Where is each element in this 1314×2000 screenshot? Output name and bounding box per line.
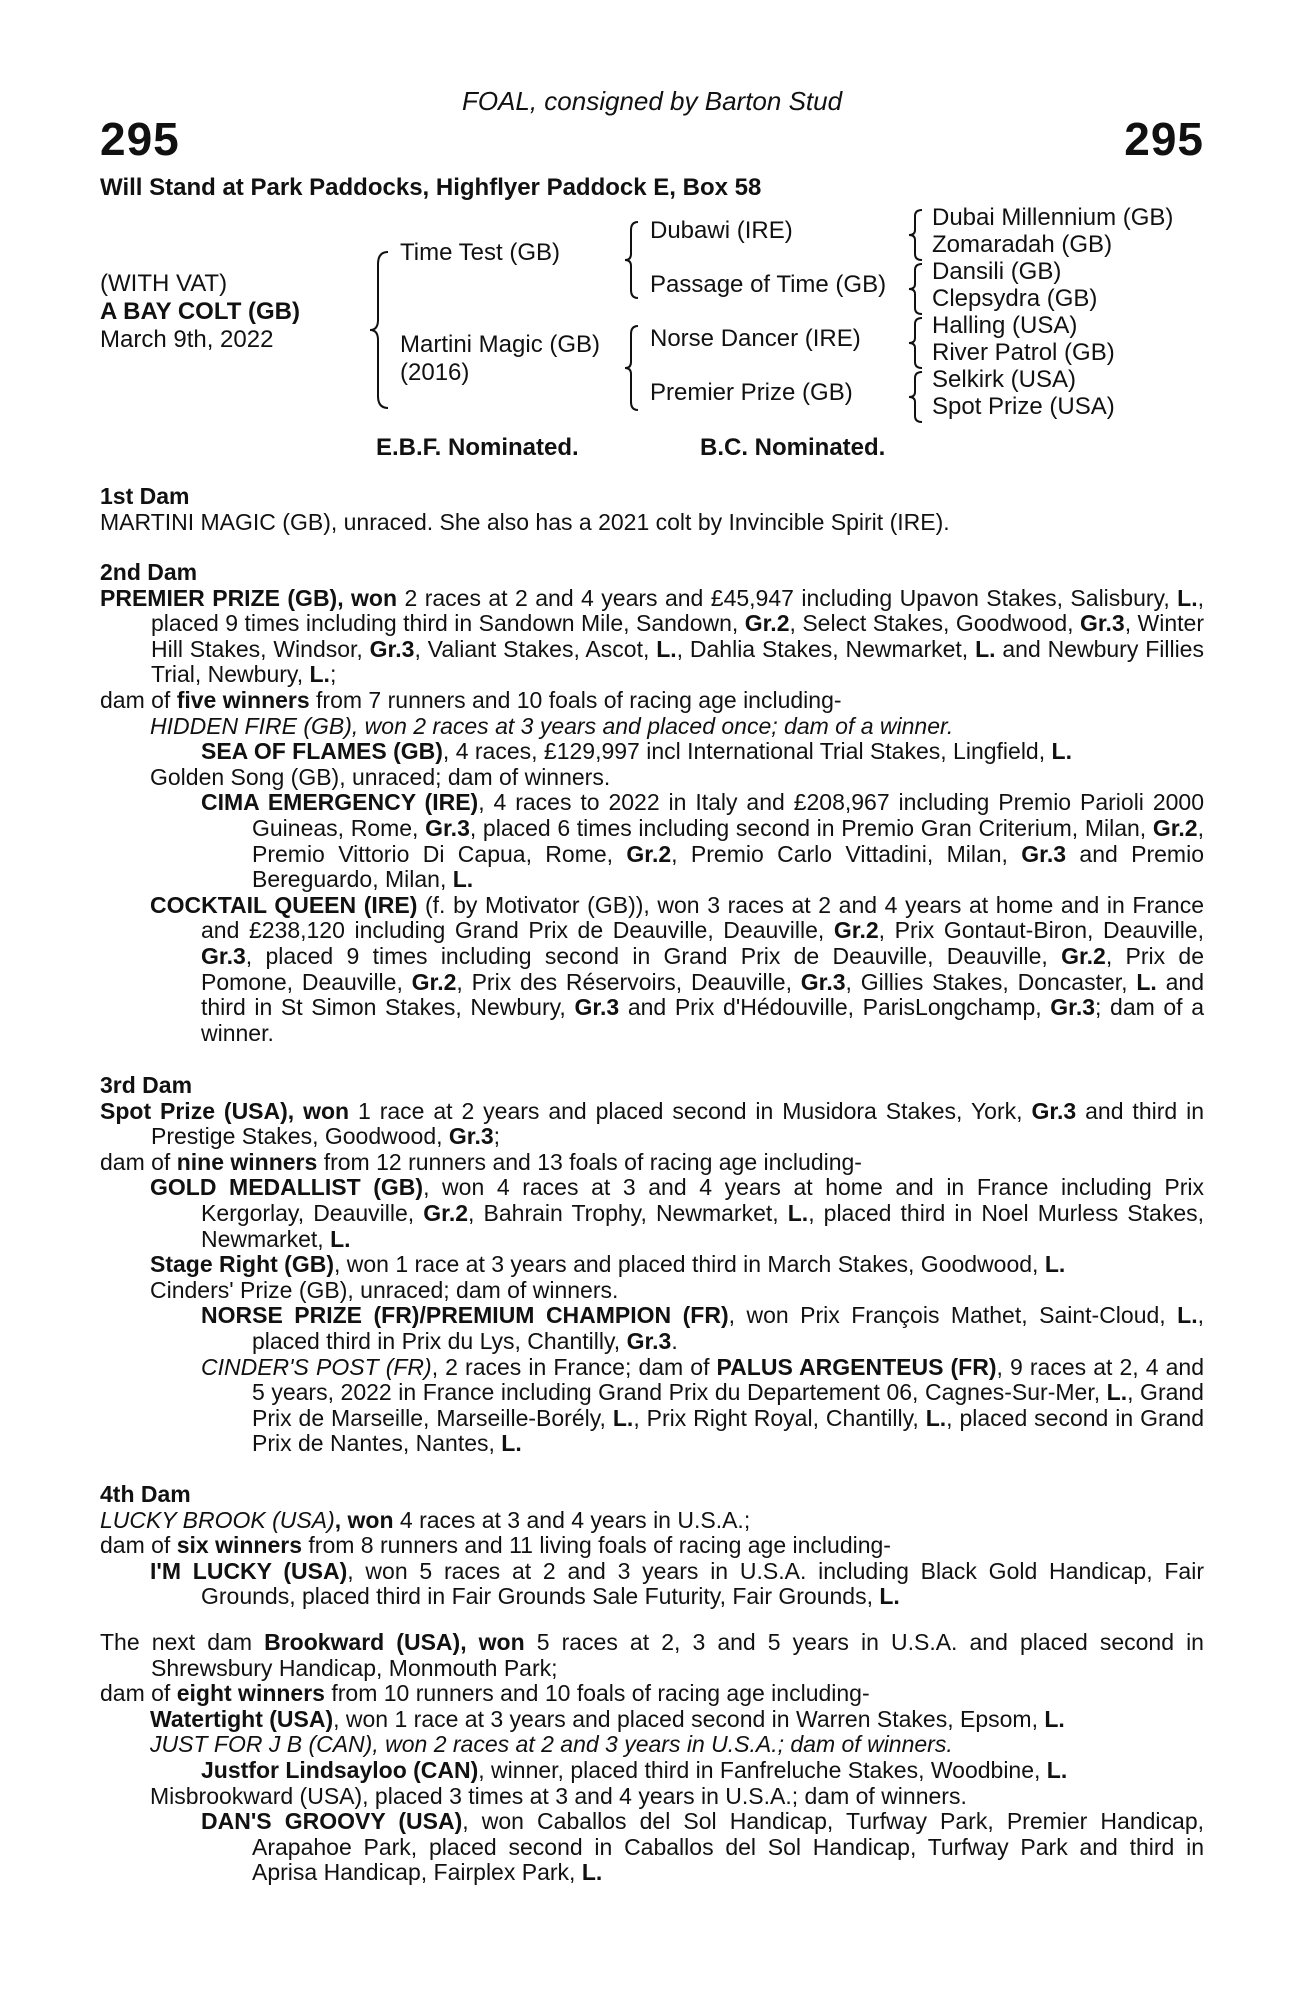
list-item: NORSE PRIZE (FR)/PREMIUM CHAMPION (FR), won Prix François Mathet, Saint-Cloud, L., placed third in Prix du Lys, Chantilly, Gr.3. bbox=[201, 1302, 1205, 1354]
fourth-dam-produce-summary: dam of six winners from 8 runners and 11 living foals of racing age including- bbox=[100, 1532, 891, 1559]
gg-1: Dubai Millennium (GB) bbox=[932, 204, 1174, 231]
gg-3: Dansili (GB) bbox=[932, 258, 1062, 285]
list-item: GOLD MEDALLIST (GB), won 4 races at 3 and 4 years at home and in France including Prix Kergorlay, Deauville, Gr.2, Bahrain Trophy, Newmarket, L., placed third in Noel Murless Stakes, Newmarket, L. bbox=[150, 1174, 1204, 1252]
fourth-dam-record: LUCKY BROOK (USA), won 4 races at 3 and 4 years in U.S.A.; bbox=[100, 1506, 751, 1533]
dam-dam: Premier Prize (GB) bbox=[650, 379, 853, 406]
third-dam-record: Spot Prize (USA), won 1 race at 2 years and placed second in Musidora Stakes, York, Gr.3 and third in Prestige Stakes, Goodwood, Gr.3; bbox=[100, 1097, 1204, 1150]
brace-g34 bbox=[906, 262, 926, 316]
lot-number-left: 295 bbox=[100, 113, 180, 165]
stand-location: Will Stand at Park Paddocks, Highflyer Paddock E, Box 58 bbox=[100, 174, 762, 201]
brace-dam bbox=[622, 324, 642, 412]
list-item: I'M LUCKY (USA), won 5 races at 2 and 3 years in U.S.A. including Black Gold Handicap, Fair Grounds, placed third in Fair Grounds Sale Futurity, Fair Grounds, L. bbox=[150, 1557, 1204, 1610]
gg-8: Spot Prize (USA) bbox=[932, 393, 1115, 420]
dam-year: (2016) bbox=[400, 359, 470, 386]
list-item: JUST FOR J B (CAN), won 2 races at 2 and 3 years in U.S.A.; dam of winners. bbox=[150, 1731, 953, 1758]
next-dam-section bbox=[100, 1630, 1204, 1886]
second-dam-record: PREMIER PRIZE (GB), won 2 races at 2 and 4 years and £45,947 including Upavon Stakes, Salisbury, L., placed 9 times including third in Sandown Mile, Sandown, Gr.2, Select Stakes, Goodwood, Gr.3, Winter Hill Stakes, Windsor, Gr.3, Valiant Stakes, Ascot, L., Dahlia Stakes, Newmarket, L. and Newbury Fillies Trial, Newbury, L.; bbox=[100, 584, 1205, 688]
brace-sire bbox=[622, 220, 642, 300]
list-item: Justfor Lindsayloo (CAN), winner, placed third in Fanfreluche Stakes, Woodbine, L. bbox=[201, 1756, 1068, 1783]
gg-2: Zomaradah (GB) bbox=[932, 231, 1113, 258]
list-item: COCKTAIL QUEEN (IRE) (f. by Motivator (GB)), won 3 races at 2 and 4 years at home and in France and £238,120 including Grand Prix de Deauville, Deauville, Gr.2, Prix Gontaut-Biron, Deauville, Gr.3, placed 9 times including second in Grand Prix de Deauville, Deauville, Gr.2, Prix de Pomone, Deauville, Gr.2, Prix des Réservoirs, Deauville, Gr.3, Gillies Stakes, Doncaster, L. and third in St Simon Stakes, Newbury, Gr.3 and Prix d'Hédouville, ParisLongchamp, Gr.3; dam of a winner. bbox=[150, 891, 1204, 1046]
section-heading: 3rd Dam bbox=[100, 1072, 193, 1098]
gg-7: Selkirk (USA) bbox=[932, 366, 1077, 393]
sire: Time Test (GB) bbox=[400, 239, 561, 266]
vat-note: (WITH VAT) bbox=[100, 270, 228, 297]
first-dam-section bbox=[100, 484, 1204, 535]
list-item: Watertight (USA), won 1 race at 3 years and placed second in Warren Stakes, Epsom, L. bbox=[150, 1705, 1065, 1732]
list-item: Misbrookward (USA), placed 3 times at 3 and 4 years in U.S.A.; dam of winners. bbox=[150, 1782, 967, 1809]
list-item: Cinders' Prize (GB), unraced; dam of winners. bbox=[150, 1276, 619, 1303]
second-dam-section bbox=[100, 560, 1204, 1046]
fourth-dam-section bbox=[100, 1482, 1204, 1610]
section-heading: 4th Dam bbox=[100, 1481, 191, 1507]
second-dam-produce-summary: dam of five winners from 7 runners and 10 foals of racing age including- bbox=[100, 686, 842, 713]
brace-g78 bbox=[906, 370, 926, 424]
gg-5: Halling (USA) bbox=[932, 312, 1078, 339]
list-item: DAN'S GROOVY (USA), won Caballos del Sol Handicap, Turfway Park, Premier Handicap, Arapahoe Park, placed second in Caballos del Sol Handicap, Turfway Park and third in Aprisa Handicap, Fairplex Park, L. bbox=[201, 1808, 1204, 1886]
gg-4: Clepsydra (GB) bbox=[932, 285, 1098, 312]
third-dam-produce-summary: dam of nine winners from 12 runners and 13 foals of racing age including- bbox=[100, 1148, 862, 1175]
ebf-nomination: E.B.F. Nominated. bbox=[376, 434, 579, 461]
brace-main bbox=[368, 250, 394, 410]
section-heading: 2nd Dam bbox=[100, 559, 198, 585]
first-dam-text: MARTINI MAGIC (GB), unraced. She also has a 2021 colt by Invincible Spirit (IRE). bbox=[100, 508, 950, 535]
list-item: Golden Song (GB), unraced; dam of winners. bbox=[150, 763, 611, 790]
section-heading: 1st Dam bbox=[100, 483, 190, 509]
list-item: CINDER'S POST (FR), 2 races in France; dam of PALUS ARGENTEUS (FR), 9 races at 2, 4 and 5 years, 2022 in France including Grand Prix du Departement 06, Cagnes-Sur-Mer, L., Grand Prix de Marseille, Marseille-Borély, L., Prix Right Royal, Chantilly, L., placed second in Grand Prix de Nantes, Nantes, L. bbox=[201, 1353, 1204, 1457]
gg-6: River Patrol (GB) bbox=[932, 339, 1115, 366]
third-dam-section bbox=[100, 1073, 1204, 1457]
subject-name: A BAY COLT (GB) bbox=[100, 298, 301, 325]
list-item: SEA OF FLAMES (GB), 4 races, £129,997 incl International Trial Stakes, Lingfield, L. bbox=[201, 738, 1072, 765]
lot-number-right: 295 bbox=[1124, 113, 1204, 165]
subject-dob: March 9th, 2022 bbox=[100, 326, 274, 353]
consignment-line: FOAL, consigned by Barton Stud bbox=[461, 86, 843, 116]
brace-g12 bbox=[906, 208, 926, 262]
next-dam-produce-summary: dam of eight winners from 10 runners and 10 foals of racing age including- bbox=[100, 1680, 870, 1707]
sire-dam: Passage of Time (GB) bbox=[650, 271, 887, 298]
list-item: Stage Right (GB), won 1 race at 3 years and placed third in March Stakes, Goodwood, L. bbox=[150, 1251, 1066, 1278]
dam: Martini Magic (GB) bbox=[400, 331, 601, 358]
list-item: HIDDEN FIRE (GB), won 2 races at 3 years and placed once; dam of a winner. bbox=[150, 712, 954, 739]
brace-g56 bbox=[906, 316, 926, 370]
list-item: CIMA EMERGENCY (IRE), 4 races to 2022 in Italy and £208,967 including Premio Parioli 2000 Guineas, Rome, Gr.3, placed 6 times including second in Premio Gran Criterium, Milan, Gr.2, Premio Vittorio Di Capua, Rome, Gr.2, Premio Carlo Vittadini, Milan, Gr.3 and Premio Bereguardo, Milan, L. bbox=[201, 789, 1204, 893]
dam-sire: Norse Dancer (IRE) bbox=[650, 325, 861, 352]
bc-nomination: B.C. Nominated. bbox=[700, 434, 886, 461]
next-dam-record: The next dam Brookward (USA), won 5 races at 2, 3 and 5 years in U.S.A. and placed second in Shrewsbury Handicap, Monmouth Park; bbox=[100, 1629, 1204, 1681]
sire-sire: Dubawi (IRE) bbox=[650, 217, 793, 244]
